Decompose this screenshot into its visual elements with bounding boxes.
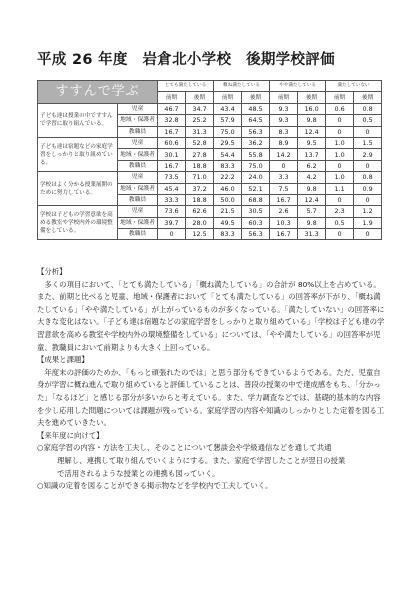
percentage-cell: 27.8	[186, 149, 214, 160]
percentage-cell: 1.0	[326, 137, 354, 148]
analysis-heading: 【分析】	[37, 267, 67, 276]
percentage-cell: 0.6	[326, 103, 354, 114]
period-header: 前期	[270, 92, 298, 103]
percentage-cell: 14.2	[270, 149, 298, 160]
period-header: 後期	[186, 92, 214, 103]
period-header: 前期	[214, 92, 242, 103]
percentage-cell: 9.8	[298, 217, 326, 228]
percentage-cell: 31.3	[186, 126, 214, 137]
next-year-item	[37, 480, 385, 493]
percentage-cell: 0	[354, 160, 382, 171]
rating-header-not: 満たしていない	[326, 81, 382, 92]
respondent-group: 地域・保護者	[118, 183, 158, 194]
percentage-cell: 2.6	[270, 206, 298, 217]
respondent-group: 教職員	[118, 160, 158, 171]
results-heading: 【成果と課題】	[37, 355, 89, 365]
percentage-cell: 0	[326, 160, 354, 171]
percentage-cell: 12.4	[298, 194, 326, 205]
question-text: 学校はよく分かる授業展開のために努力している。	[38, 172, 118, 206]
period-header: 前期	[326, 92, 354, 103]
percentage-cell: 34.7	[186, 103, 214, 114]
percentage-cell: 39.7	[158, 217, 186, 228]
percentage-cell: 68.8	[242, 194, 270, 205]
percentage-cell: 64.5	[242, 115, 270, 126]
rating-header-somewhat: やや満たしている	[270, 81, 326, 92]
percentage-cell: 46.0	[214, 183, 242, 194]
percentage-cell: 45.4	[158, 183, 186, 194]
question-text: 学校は子どもの学習意欲を高める教室や学校内外の環境整備をしている。	[38, 206, 118, 240]
results-text: 年度末の評価のためか、「もっと頑張れたのでは」と思う部分もできているようである。ただ、児童自身が学習に概ね進んで取り組めていると評価していることは、普段の授業の中で達成感をもち、「分かった」「なるほど」と感じる部分が多いからと考えている。また、学力調査などでは、基礎的基本的な内容を少し応用した問題については課題が残っている。家庭学習の内容や知識のしっかりとした定着を図る工夫を進めていきたい。	[37, 367, 385, 428]
percentage-cell: 60.3	[242, 217, 270, 228]
percentage-cell: 29.5	[214, 137, 242, 148]
percentage-cell: 2.3	[326, 206, 354, 217]
page-title: 平成 26 年度 岩倉北小学校 後期学校評価	[37, 52, 335, 68]
percentage-cell: 37.2	[186, 183, 214, 194]
percentage-cell: 0	[326, 126, 354, 137]
evaluation-table-body	[38, 103, 382, 240]
period-header: 後期	[354, 92, 382, 103]
percentage-cell: 83.3	[214, 160, 242, 171]
percentage-cell: 56.3	[242, 126, 270, 137]
report-body	[37, 266, 385, 493]
percentage-cell: 43.4	[214, 103, 242, 114]
next-year-item-text: 家庭学習の内容・方法を工夫し、そのことについて懇談会や学級通信などを通して共通	[43, 443, 332, 453]
percentage-cell: 4.2	[298, 172, 326, 183]
percentage-cell: 0	[326, 194, 354, 205]
table-row	[38, 137, 382, 148]
percentage-cell: 1.1	[326, 183, 354, 194]
percentage-cell: 1.2	[354, 206, 382, 217]
percentage-cell: 36.2	[242, 137, 270, 148]
respondent-group: 地域・保護者	[118, 115, 158, 126]
percentage-cell: 50.0	[214, 194, 242, 205]
percentage-cell: 52.1	[242, 183, 270, 194]
percentage-cell: 18.8	[186, 194, 214, 205]
percentage-cell: 0.5	[354, 115, 382, 126]
percentage-cell: 12.4	[298, 126, 326, 137]
percentage-cell: 28.0	[186, 217, 214, 228]
table-row	[38, 206, 382, 217]
percentage-cell: 16.7	[270, 194, 298, 205]
percentage-cell: 52.8	[186, 137, 214, 148]
respondent-group: 教職員	[118, 126, 158, 137]
percentage-cell: 57.9	[214, 115, 242, 126]
percentage-cell: 0.8	[354, 103, 382, 114]
percentage-cell: 9.5	[298, 137, 326, 148]
respondent-group: 児童	[118, 206, 158, 217]
bullet-mark: ○	[37, 481, 44, 491]
percentage-cell: 13.7	[298, 149, 326, 160]
question-text: 子ども達は宿題などの家庭学習をしっかりと取り組めている。	[38, 137, 118, 171]
percentage-cell: 62.6	[186, 206, 214, 217]
respondent-group: 教職員	[118, 194, 158, 205]
percentage-cell: 33.3	[158, 194, 186, 205]
next-year-heading: 【来年度に向けて】	[37, 430, 104, 440]
table-row	[38, 103, 382, 114]
percentage-cell: 0.9	[354, 183, 382, 194]
percentage-cell: 9.3	[270, 115, 298, 126]
next-year-item-continuation: 理解し、連携して取り組んでいくようにする。また、家庭で学習したことが翌日の授業	[57, 455, 346, 465]
percentage-cell: 18.8	[186, 160, 214, 171]
respondent-group: 児童	[118, 103, 158, 114]
percentage-cell: 8.3	[270, 126, 298, 137]
next-year-item-continuation: で活用されるような授業との連携も図っていく。	[57, 468, 220, 478]
percentage-cell: 31.3	[298, 229, 326, 240]
percentage-cell: 0.8	[354, 172, 382, 183]
percentage-cell: 8.9	[270, 137, 298, 148]
period-header: 前期	[158, 92, 186, 103]
percentage-cell: 10.3	[270, 217, 298, 228]
period-header: 後期	[242, 92, 270, 103]
percentage-cell: 16.7	[158, 126, 186, 137]
percentage-cell: 9.8	[298, 183, 326, 194]
evaluation-table	[37, 80, 382, 240]
next-year-list	[37, 442, 385, 492]
percentage-cell: 16.7	[270, 229, 298, 240]
percentage-cell: 12.5	[186, 229, 214, 240]
percentage-cell: 0	[326, 115, 354, 126]
next-year-item-text: 知識の定着を図ることができる掲示物などを学校内で工夫していく。	[43, 481, 273, 491]
percentage-cell: 75.0	[214, 126, 242, 137]
percentage-cell: 21.5	[214, 206, 242, 217]
percentage-cell: 73.5	[158, 172, 186, 183]
respondent-group: 地域・保護者	[118, 217, 158, 228]
percentage-cell: 9.8	[298, 115, 326, 126]
percentage-cell: 55.8	[242, 149, 270, 160]
percentage-cell: 0	[354, 229, 382, 240]
percentage-cell: 75.0	[242, 160, 270, 171]
bullet-mark: ○	[37, 443, 44, 453]
percentage-cell: 0	[354, 126, 382, 137]
percentage-cell: 1.9	[354, 217, 382, 228]
percentage-cell: 56.3	[242, 229, 270, 240]
percentage-cell: 48.5	[242, 103, 270, 114]
percentage-cell: 0	[354, 194, 382, 205]
percentage-cell: 83.3	[214, 229, 242, 240]
percentage-cell: 9.3	[270, 103, 298, 114]
percentage-cell: 2.9	[354, 149, 382, 160]
percentage-cell: 0.5	[326, 217, 354, 228]
respondent-group: 児童	[118, 172, 158, 183]
percentage-cell: 60.6	[158, 137, 186, 148]
period-header: 後期	[298, 92, 326, 103]
percentage-cell: 30.1	[158, 149, 186, 160]
percentage-cell: 0	[326, 229, 354, 240]
percentage-cell: 7.5	[270, 183, 298, 194]
analysis-text: 多くの項目において、「とても満たしている」「概ね満たしている」の合計が 80%以上を占めている。また、前期と比べると児童、地域・保護者において「とても満たしている」の回答率が下がり、「概ね満たしている」「やや満たしている」が上がっているものが多くなっている。「満たしていない」の回答率に大きな変化はない。「子ども達は宿題などの家庭学習をしっかりと取り組めている」「学校は子ども達の学習意欲を高める教室や学校内外の環境整備をしている」については、「やや満たしている」の回答率が児童、教職員において前期よりも大きく上回っている。	[37, 279, 385, 352]
rating-header-very: とても満たしている	[158, 81, 214, 92]
percentage-cell: 16.7	[158, 160, 186, 171]
rating-header-mostly: 概ね満たしている	[214, 81, 270, 92]
respondent-group: 教職員	[118, 229, 158, 240]
percentage-cell: 6.2	[298, 160, 326, 171]
percentage-cell: 73.6	[158, 206, 186, 217]
percentage-cell: 24.0	[242, 172, 270, 183]
percentage-cell: 1.0	[326, 149, 354, 160]
percentage-cell: 3.3	[270, 172, 298, 183]
percentage-cell: 0	[158, 229, 186, 240]
percentage-cell: 25.2	[186, 115, 214, 126]
percentage-cell: 5.7	[298, 206, 326, 217]
percentage-cell: 46.7	[158, 103, 186, 114]
percentage-cell: 16.0	[298, 103, 326, 114]
percentage-cell: 1.0	[326, 172, 354, 183]
percentage-cell: 54.4	[214, 149, 242, 160]
percentage-cell: 49.5	[214, 217, 242, 228]
section-banner: すすんで学ぶ	[38, 81, 158, 104]
percentage-cell: 30.5	[242, 206, 270, 217]
percentage-cell: 22.2	[214, 172, 242, 183]
table-row	[38, 172, 382, 183]
percentage-cell: 32.8	[158, 115, 186, 126]
percentage-cell: 1.5	[354, 137, 382, 148]
question-text: 子ども達は授業の中ですすんで学習に取り組んでいる。	[38, 103, 118, 137]
respondent-group: 地域・保護者	[118, 149, 158, 160]
respondent-group: 児童	[118, 137, 158, 148]
percentage-cell: 71.0	[186, 172, 214, 183]
next-year-item	[37, 442, 385, 455]
percentage-cell: 0	[270, 160, 298, 171]
